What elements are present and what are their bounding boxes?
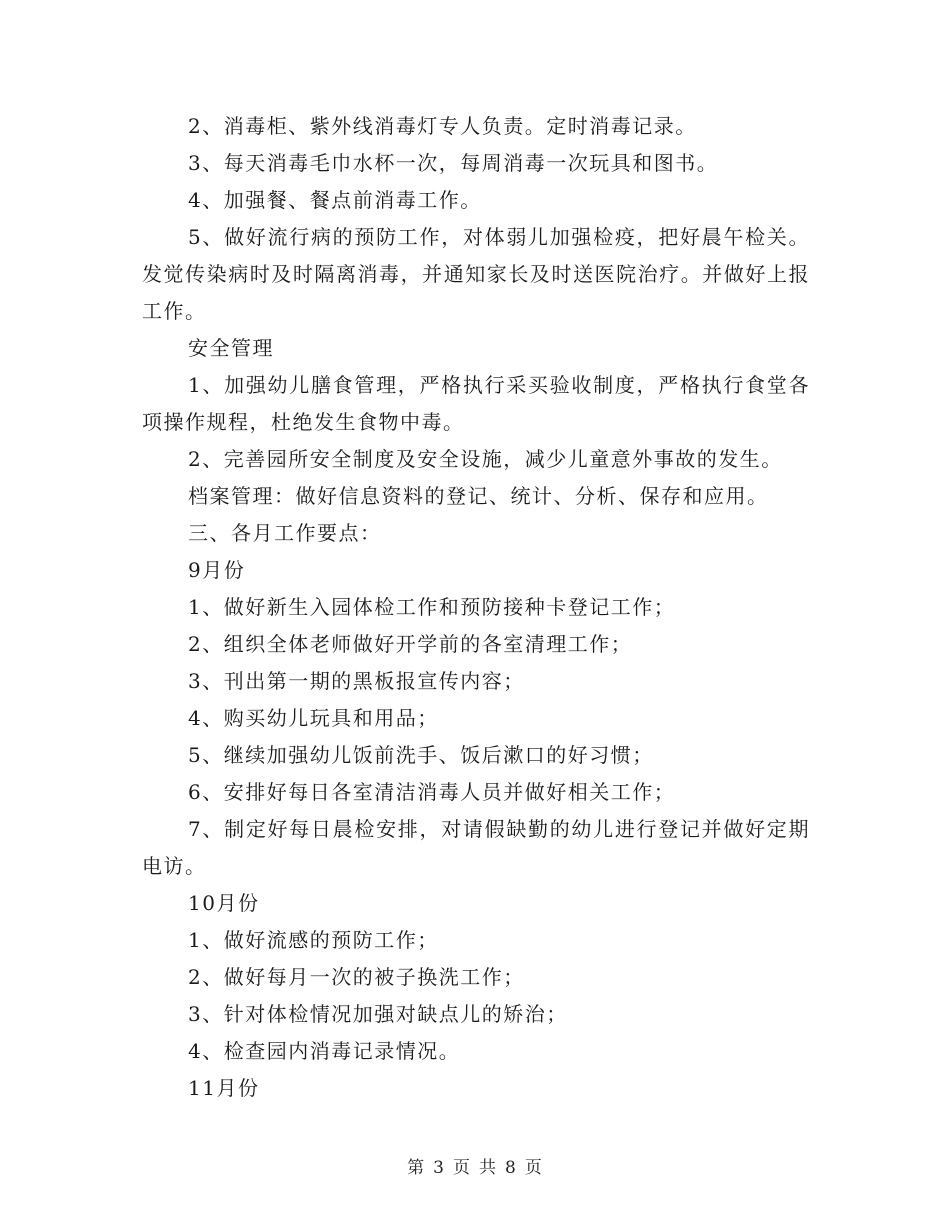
list-item: 3、刊出第一期的黑板报宣传内容；: [188, 669, 525, 693]
footer-label-gong: 共: [479, 1158, 497, 1178]
list-item: 1、做好流感的预防工作；: [188, 928, 439, 952]
footer-label-ye: 页: [453, 1158, 471, 1178]
month-heading-october: 10月份: [188, 891, 260, 915]
month-heading-september: 9月份: [188, 558, 246, 582]
list-item: 6、安排好每日各室清洁消毒人员并做好相关工作；: [188, 780, 676, 804]
footer-total-pages: 8: [505, 1158, 517, 1178]
list-item: 5、继续加强幼儿饭前洗手、饭后漱口的好习惯；: [188, 743, 654, 767]
paragraph: 2、消毒柜、紫外线消毒灯专人负责。定时消毒记录。: [188, 114, 697, 138]
paragraph: 5、做好流行病的预防工作，对体弱儿加强检疫，把好晨午检关。发觉传染病时及时隔离消毒，并通知家长及时送医院治疗。并做好上报工作。: [142, 225, 810, 323]
list-item: 4、检查园内消毒记录情况。: [188, 1039, 461, 1063]
paragraph: 1、加强幼儿膳食管理，严格执行采买验收制度，严格执行食堂各项操作规程，杜绝发生食物中毒。: [142, 373, 810, 434]
footer-label-di: 第: [407, 1158, 426, 1178]
paragraph: 3、每天消毒毛巾水杯一次，每周消毒一次玩具和图书。: [188, 151, 719, 175]
paragraph: 2、完善园所安全制度及安全设施，减少儿童意外事故的发生。: [188, 447, 783, 471]
section-heading-safety: 安全管理: [188, 336, 274, 360]
footer-label-ye2: 页: [524, 1158, 543, 1178]
list-item: 4、购买幼儿玩具和用品；: [188, 706, 439, 730]
document-body: [142, 108, 810, 1107]
month-heading-november: 11月份: [188, 1076, 260, 1100]
footer-current-page: 3: [433, 1158, 445, 1178]
paragraph: 档案管理：做好信息资料的登记、统计、分析、保存和应用。: [188, 484, 769, 508]
list-item: 1、做好新生入园体检工作和预防接种卡登记工作；: [188, 595, 676, 619]
section-heading-monthly: 三、各月工作要点：: [188, 521, 382, 545]
list-item: 7、制定好每日晨检安排，对请假缺勤的幼儿进行登记并做好定期电访。: [142, 817, 810, 878]
page-footer: [0, 1153, 950, 1178]
list-item: 2、做好每月一次的被子换洗工作；: [188, 965, 525, 989]
list-item: 2、组织全体老师做好开学前的各室清理工作；: [188, 632, 633, 656]
list-item: 3、针对体检情况加强对缺点儿的矫治；: [188, 1002, 568, 1026]
paragraph: 4、加强餐、餐点前消毒工作。: [188, 188, 482, 212]
